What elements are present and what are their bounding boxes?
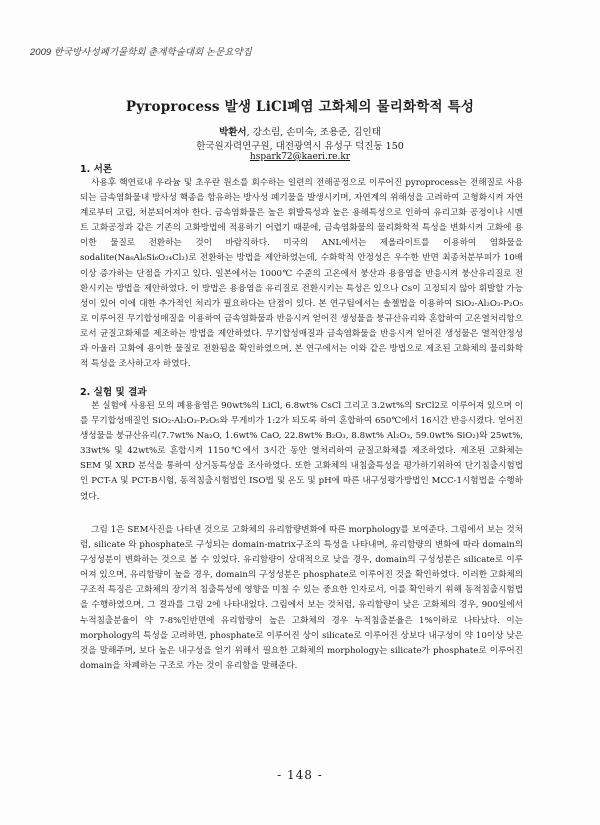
intro-paragraph: 사용후 핵연료내 우라늄 및 초우란 원소를 회수하는 일련의 전해공정으로 이루어진 pyroprocess는 전해질로 사용되는 금속염화물내 방사성 핵종을 함유하는 방사성 폐기물을 발생시키며, 자연계의 위해성을 고려하여 고형화시켜 자연계로부터 고립, 처분되어져야 한다. 금속염화물은 높은 휘발특성과 높은 용해특성으로 인하여 유리고화 공정이나 시멘트 고화공정과 같은 기존의 고화방법에 적용하기 어렵기 때문에, 금속염화물의 물리화학적 특성을 변화시켜 고화에 용이한 물질로 전환하는 것이 바람직하다. 미국의 ANL에서는 제올라이트를 이용하여 염화물을 sodalite(Na₈Al₆Si₆O₂₄Cl₂)로 전환하는 방법을 제안하였는데, 수화학적 안정성은 우수한 반면 최종처분부피가 10배 이상 증가하는 단점을 가지고 있다. 일본에서는 1000℃ 수준의 고온에서 붕산과 용융염을 반응시켜 붕산유리질로 전환시키는 방법을 제안하였다. 이 방법은 용융염을 유리질로 전환시키는 특성은 있으나 Cs이 고정되지 않아 휘발할 가능성이 있어 이에 대한 추가적인 처리가 필요하다는 단점이 있다. 본 연구팀에서는 솔젤법을 이용하여 SiO₂-Al₂O₃-P₂O₅로 이루어진 무기합성매질을 이용하여 금속염화물과 반응시켜 얻어진 생성물을 붕규산유리와 혼합하여 고온열처리함으로서 균질고화체를 제조하는 방법을 제안하였다. 무기합성매질과 금속염화물을 반응시켜 얻어진 생성물은 열적안정성과 아울러 고화에 용이한 물질로 전환됨을 확인하였으며, 본 연구에서는 이와 같은 방법으로 제조된 고화체의 물리화학적 특성을 조사하고자 하였다. [80,178,523,370]
affiliation: 한국원자력연구원, 대전광역시 유성구 덕진동 150 [196,141,404,152]
author-email: hspark72@kaeri.re.kr [249,152,351,162]
intro-heading: 1. 서론 [80,164,113,175]
coauthors: , 강소림, 손미숙, 조용준, 김인태 [246,127,381,138]
results-heading: 2. 실험 및 결과 [80,387,147,398]
paper-title: Pyroprocess 발생 LiCl폐염 고화체의 물리화학적 특성 [125,99,475,115]
lead-author: 박환서 [219,127,247,138]
conference-header: 2009 한국방사성폐기물학회 춘계학술대회 논문요약집 [30,47,252,58]
page-number: - 148 - [277,768,323,782]
results-paragraph-2: 그림 1은 SEM사진을 나타낸 것으로 고화체의 유리함량변화에 따른 morphology를 보여준다. 그림에서 보는 것처럼, silicate 와 phosphate로 구성되는 domain-matrix구조의 특성을 나타내며, 유리함량의 변화에 따라 domain의 구성성분이 변화하는 것으로 볼 수 있었다. 유리함량이 상대적으로 낮을 경우, domain의 구성성분은 silicate로 이루어져 있으며, 유리함량이 높을 경우, domain의 구성성분은 phosphate로 이루어진 것을 확인하였다. 이러한 고화체의 구조적 특징은 고화체의 장기적 침출특성에 영향을 미칠 수 있는 중요한 인자로서, 이를 확인하기 위해 동적침출시험법을 수행하였으며, 그 결과를 그림 2에 나타내었다. 그림에서 보는 것처럼, 유리함량이 낮은 고화체의 경우, 900일에서 누적침출분율이 약 7-8%인반면에 유리함량이 높은 고화체의 경우 누적침출분율은 1%이하로 나타났다. 이는 morphology의 특성을 고려하면, phosphate로 이루어진 상이 silicate로 이루어진 상보다 내구성이 약 10이상 낮은 것을 말해주며, 보다 높은 내구성을 얻기 위해서 필요한 고화체의 morphology는 silicate가 phosphate로 이루어진 domain을 차폐하는 구조로 가는 것이 유리함을 말해준다. [80,525,523,671]
author-line [0,124,600,138]
results-paragraph-1: 본 실험에 사용된 모의 폐용융염은 90wt%의 LiCl, 6.8wt% CsCl 그리고 3.2wt%의 SrCl2로 이루어져 있으며 이를 무기합성매질인 SiO₂-Al₂O₃-P₂O₅와 무게비가 1:2가 되도록 하여 혼합하여 650℃에서 16시간 반응시켰다. 얻어진 생성물을 붕규산유리(7.7wt% Na₂O, 1.6wt% CaO, 22.8wt% B₂O₃, 8.8wt% Al₂O₃, 59.0wt% SiO₂)와 25wt%, 33wt% 및 42wt%로 혼합시켜 1150℃에서 3시간 동안 열처리하여 균질고화체를 제조하였다. 제조된 고화체는 SEM 및 XRD 분석을 통하여 상거동특성을 조사하였다. 또한 고화체의 내침출특성을 평가하기위하여 단기침출시험법인 PCT-A 및 PCT-B시험, 동적침출시험법인 ISO법 및 온도 및 pH에 따른 내구성평가방법인 MCC-1시험법을 수행하였다. [80,401,523,502]
